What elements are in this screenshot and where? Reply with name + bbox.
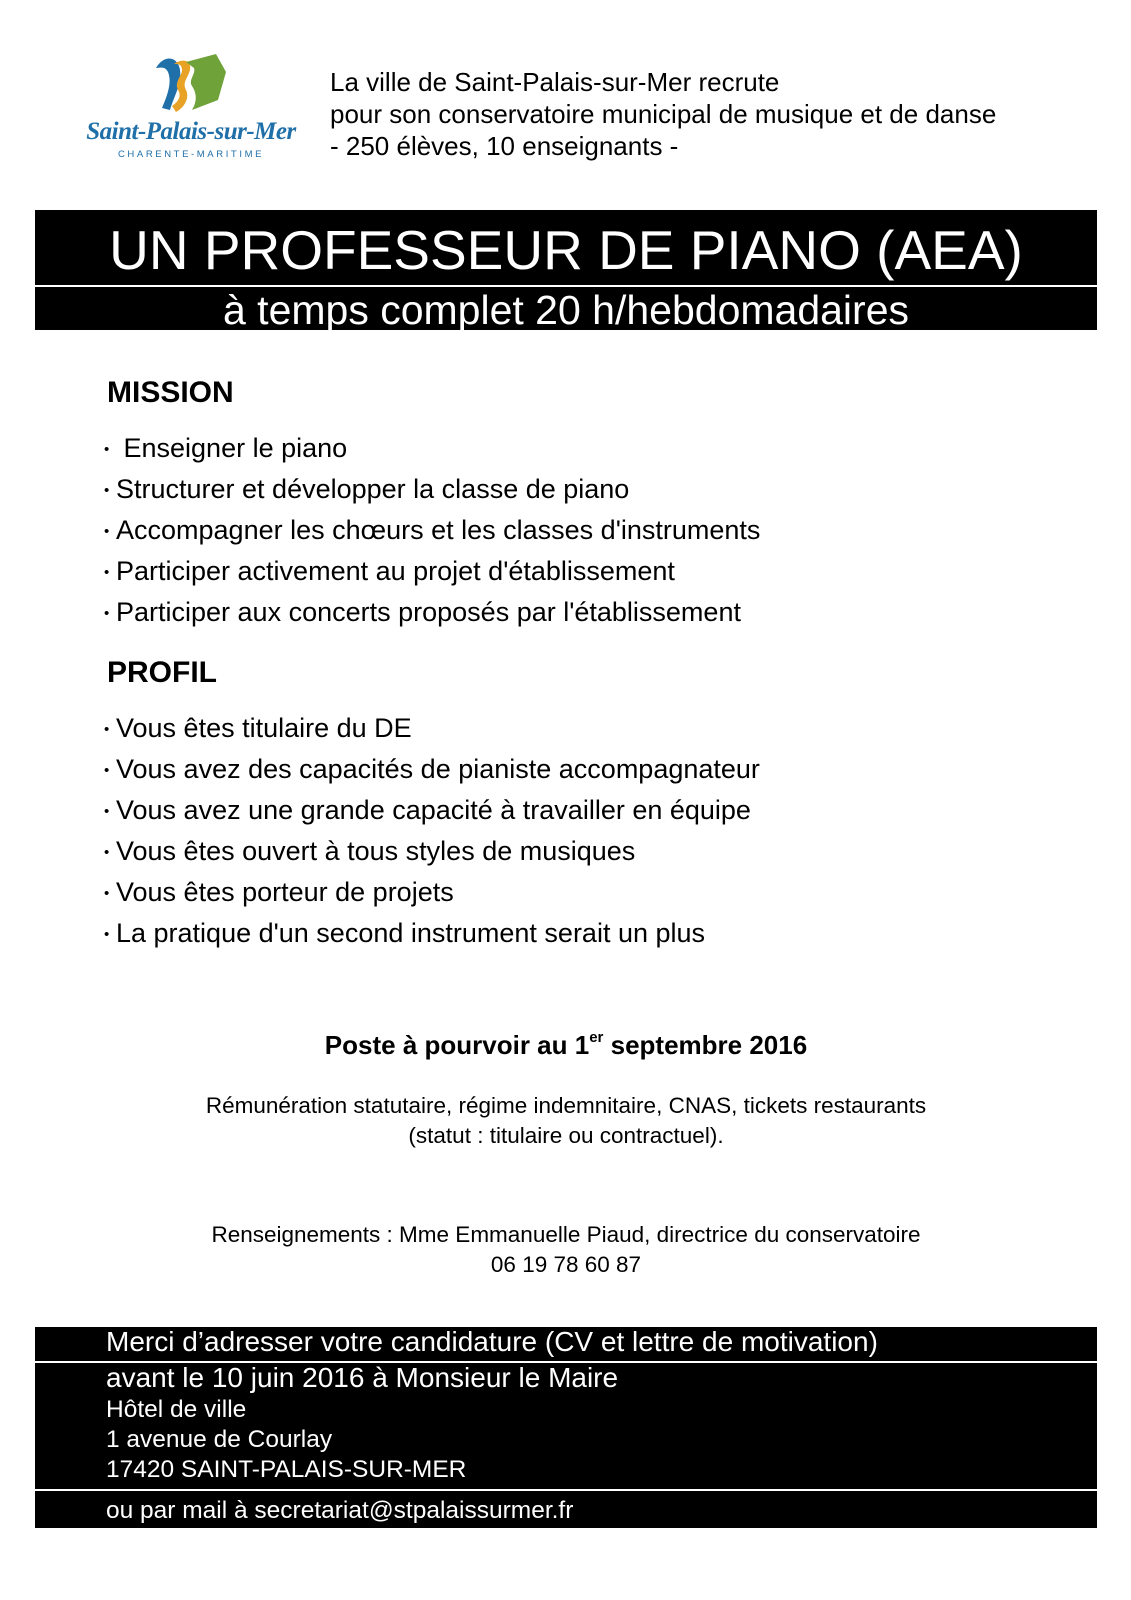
footer-divider [35, 1489, 1097, 1491]
logo-name: Saint-Palais-sur-Mer [86, 118, 296, 145]
logo-subtitle: CHARENTE-MARITIME [117, 149, 265, 160]
title-band [35, 210, 1097, 333]
bullet-icon: • [104, 803, 110, 821]
mission-heading: MISSION [107, 376, 234, 409]
start-date-superscript: er [589, 1029, 604, 1046]
start-date-month: septembre 2016 [603, 1030, 808, 1060]
job-subtitle: à temps complet 20 h/hebdomadaires [222, 287, 909, 333]
start-date [35, 1030, 1097, 1061]
logo-green-shape [186, 54, 226, 110]
bullet-icon: • [104, 885, 110, 903]
application-band [35, 1327, 1097, 1528]
list-item [104, 831, 760, 872]
bullet-icon: • [104, 762, 110, 780]
list-item-text: Structurer et développer la classe de piano [116, 474, 630, 504]
job-title: UN PROFESSEUR DE PIANO (AEA) [109, 219, 1023, 281]
remuneration-status: (statut : titulaire ou contractuel). [408, 1123, 724, 1148]
contact-info [35, 1220, 1097, 1280]
bullet-icon: • [104, 605, 110, 623]
list-item-text: La pratique d'un second instrument serait un plus [116, 918, 706, 948]
mission-list [104, 428, 760, 633]
list-item [104, 913, 760, 954]
list-item [104, 510, 760, 551]
list-item-text: Participer aux concerts proposés par l'établissement [116, 597, 741, 627]
bullet-icon: • [104, 926, 110, 944]
list-item-text: Vous avez des capacités de pianiste accompagnateur [116, 754, 760, 784]
intro-line: La ville de Saint-Palais-sur-Mer recrute [330, 67, 780, 97]
contact-phone: 06 19 78 60 87 [490, 1252, 642, 1277]
list-item-text: Vous avez une grande capacité à travailler en équipe [116, 795, 751, 825]
bullet-icon: • [104, 564, 110, 582]
list-item-text: Vous êtes titulaire du DE [116, 713, 412, 743]
profil-list [104, 708, 760, 954]
intro-text [330, 66, 1110, 162]
profil-heading: PROFIL [107, 656, 217, 689]
bullet-icon: • [104, 523, 110, 541]
saint-palais-logo-icon [152, 50, 232, 118]
list-item [104, 749, 760, 790]
intro-line: pour son conservatoire municipal de musique et de danse [330, 99, 997, 129]
list-item-text: Participer activement au projet d'établissement [116, 556, 675, 586]
address-line: 17420 SAINT-PALAIS-SUR-MER [106, 1456, 467, 1483]
remuneration-line: Rémunération statutaire, régime indemnitaire, CNAS, tickets restaurants [205, 1093, 927, 1118]
address-line: Hôtel de ville [106, 1396, 247, 1423]
list-item [104, 872, 760, 913]
list-item [104, 551, 760, 592]
list-item [104, 469, 760, 510]
logo [82, 50, 312, 165]
list-item [104, 592, 760, 633]
bullet-icon: • [104, 721, 110, 739]
remuneration [35, 1091, 1097, 1151]
list-item [104, 428, 760, 469]
start-date-text: Poste à pourvoir au 1 [324, 1030, 590, 1060]
intro-line: - 250 élèves, 10 enseignants - [330, 131, 679, 161]
list-item [104, 708, 760, 749]
list-item-text: Vous êtes porteur de projets [116, 877, 454, 907]
address-line: 1 avenue de Courlay [106, 1426, 333, 1453]
bullet-icon: • [104, 482, 110, 500]
contact-person: Renseignements : Mme Emmanuelle Piaud, directrice du conservatoire [211, 1222, 921, 1247]
application-instruction: Merci d’adresser votre candidature (CV et lettre de motivation) [106, 1326, 878, 1357]
list-item-text: Accompagner les chœurs et les classes d'instruments [116, 515, 761, 545]
application-deadline: avant le 10 juin 2016 à Monsieur le Maire [106, 1362, 619, 1393]
bullet-icon: • [104, 844, 110, 862]
list-item-text: Vous êtes ouvert à tous styles de musiques [116, 836, 636, 866]
bullet-icon: • [104, 441, 110, 459]
list-item-text: Enseigner le piano [116, 433, 348, 463]
email-line: ou par mail à secretariat@stpalaissurmer.fr [106, 1497, 574, 1524]
list-item [104, 790, 760, 831]
